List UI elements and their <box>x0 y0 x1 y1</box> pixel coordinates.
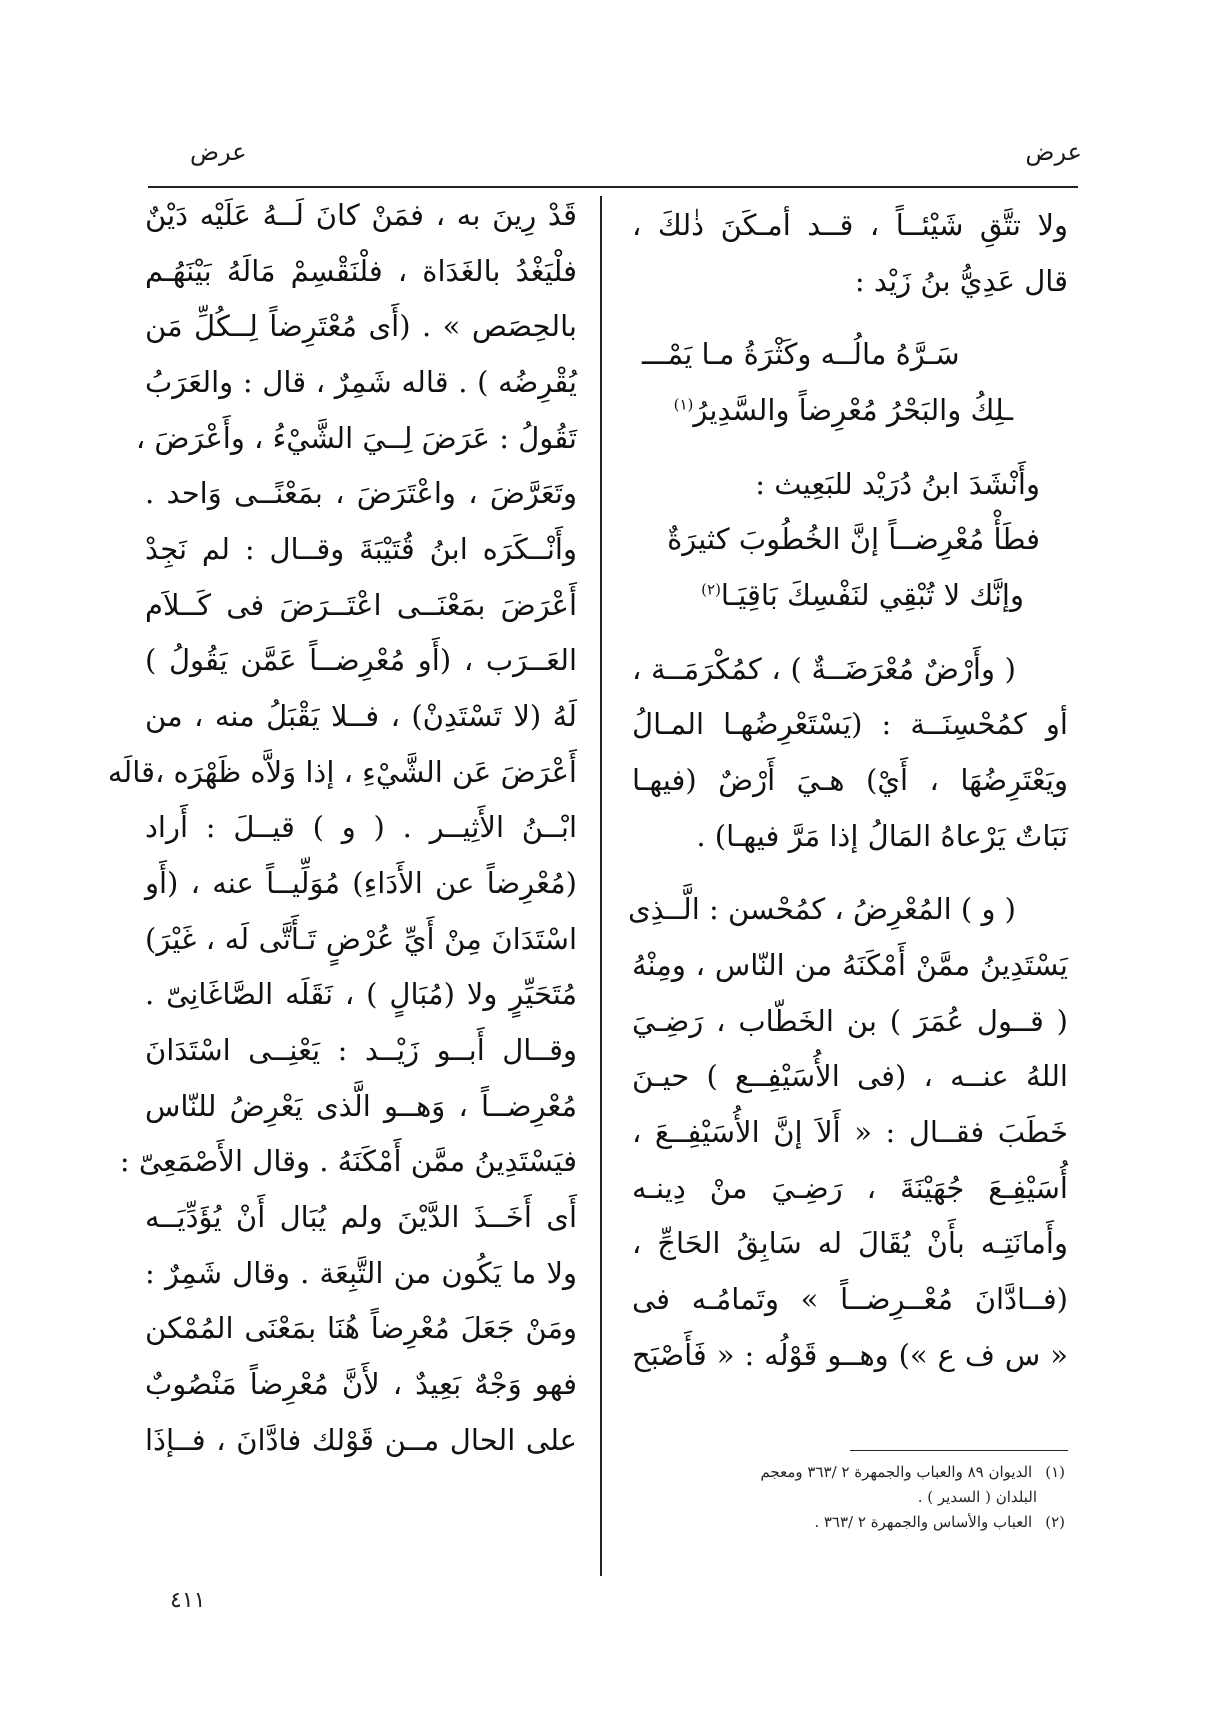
column-divider <box>600 196 602 1576</box>
text-line: وتَعَرَّضَ ، واعْتَرَضَ ، بمَعْنًــى وَاحد . <box>145 476 577 511</box>
text-line: العَــرَب ، (أَو مُعْرِضــاً عَمَّن يَقُولُ ) <box>145 643 577 678</box>
footnotes <box>640 1460 1065 1535</box>
poem-verse: سَـرَّهُ مالُــه وكَثْرَةُ مـا يَمْـــ <box>642 337 960 372</box>
text-line: اللهُ عنــه ، (فى الأُسَيْفِــع ) حيـنَ <box>632 1059 1068 1094</box>
poem-verse: فطَأْ مُعْرِضــاً إنَّ الخُطُوبَ كثيرَةٌ <box>667 522 1040 557</box>
text-line: ( قــول عُمَرَ ) بن الخَطّاب ، رَضِـيَ <box>632 1003 1068 1038</box>
text-line: لَهُ (لا تَسْتَدِنْ) ، فــلا يَقْبَلُ منه ، من <box>145 699 577 734</box>
text-line: وأَنْشَدَ ابنُ دُرَيْد للبَعِيث : <box>755 466 1040 501</box>
text-line: ولا ما يَكُون من التَّبِعَة . وقال شَمِرٌ : <box>145 1255 577 1290</box>
text-line: ابْــنُ الأَثِيــر . ( و ) قيــلَ : أَراد <box>145 810 577 845</box>
footnote-text: العباب والأساس والجمهرة ٢ /٣٦٣ . <box>814 1513 1033 1531</box>
text-line: خَطَبَ فقــال : « أَلاَ إنَّ الأُسَيْفِــعَ ، <box>632 1115 1068 1150</box>
text-line: ومَنْ جَعَلَ مُعْرِضاً هُنَا بمَعْنَى المُمْكن <box>145 1311 577 1346</box>
footnote <box>640 1510 1065 1535</box>
text-line: فلْيَغْدُ بالغَدَاة ، فلْنَقْسِمْ مَالَهُ بَيْنَهُـم <box>145 253 577 288</box>
text-line: على الحال مــن قَوْلك فادَّانَ ، فــإذَا <box>145 1422 577 1457</box>
footnote-text: البلدان ( السدير ) . <box>917 1488 1037 1506</box>
text-line: أَعْرَضَ بمَعْنَــى اعْتَــرَضَ فى كَــلاَم <box>145 587 577 622</box>
text-line: (مُعْرِضاً عن الأَدَاءِ) مُوَلِّيــاً عنه ، (أَو <box>145 866 577 901</box>
poem-verse: ـلِكُ والبَحْرُ مُعْرِضاً والسَّدِيرُ$^{(١)}$ <box>673 393 1013 428</box>
text-line: وقــال أَبــو زَيْــد : يَعْنِــى اسْتَدَانَ <box>145 1033 577 1068</box>
text-line: اسْتَدَانَ مِنْ أَيِّ عُرْضٍ تَـأَتَّى لَه ، غَيْرَ) <box>145 921 577 956</box>
footnote-marker: (٢) <box>701 580 721 599</box>
text-line: فيَسْتَدِينُ ممَّن أَمْكَنَهُ . وقال الأَصْمَعِىّ : <box>119 1144 577 1179</box>
text-line: ( و ) المُعْرِضُ ، كمُحْسن : الَّــذِى <box>627 892 1016 927</box>
text-line: فهو وَجْهٌ بَعِيدٌ ، لأَنَّ مُعْرِضاً مَنْصُوبٌ <box>145 1367 577 1402</box>
footnote-number: (١) <box>1045 1463 1065 1481</box>
text-line: نَبَاتٌ يَرْعاهُ المَالُ إذا مَرَّ فيهـا) . <box>696 818 1068 853</box>
footnote-rule <box>850 1450 1068 1451</box>
footnote <box>640 1460 1065 1510</box>
text-line: وأَنْــكَرَه ابنُ قُتَيْبَةَ وقــال : لم نَجِدْ <box>145 532 577 567</box>
text-line: بالحِصَص » . (أَى مُعْتَرِضاً لِــكُلِّ مَن <box>145 309 577 344</box>
text-line: أُسَيْفِـعَ جُهَيْنَةَ ، رَضِـيَ منْ دِينـه <box>632 1170 1068 1205</box>
text-line: أو كمُحْسِنَــة : (يَسْتَعْرِضُهـا المـالُ <box>632 707 1068 742</box>
text-line: « س ف ع ») وهــو قَوْلُه : « فَأَصْبَح <box>632 1337 1068 1372</box>
text-line: قال عَدِيُّ بنُ زَيْد : <box>854 263 1068 298</box>
poem-verse: وإنَّك لا تُبْقِي لنَفْسِكَ بَاقِيَـا$^{(٢)}$ <box>701 578 1024 613</box>
footnote-text: الديوان ٨٩ والعباب والجمهرة ٢ /٣٦٣ ومعجم <box>760 1463 1033 1481</box>
footnote-marker: (١) <box>673 395 694 414</box>
text-line: ولا تتَّقِ شَيْئــاً ، قــد أمـكَنَ ذٰلكَ ، <box>632 208 1068 242</box>
footnote-number: (٢) <box>1045 1513 1065 1531</box>
text-line: ( وأَرْضٌ مُعْرَضَــةٌ ) ، كمُكْرَمَــة ، <box>632 651 1016 686</box>
page-number: ٤١١ <box>170 1588 206 1613</box>
text-line: أَعْرَضَ عَن الشَّيْءِ ، إذا وَلاَّه ظَهْرَه ،قالَه <box>107 754 577 789</box>
text-line: (فــادَّانَ مُعْــرِضــاً » وتَمامُـه فى <box>632 1282 1068 1317</box>
text-line: مُتَحَيِّرٍ ولا (مُبَالٍ ) ، نَقَلَه الصَّاغَانِىّ . <box>145 977 577 1012</box>
right-column <box>627 198 1068 1383</box>
text-line: مُعْرِضــاً ، وَهــو الَّذى يَعْرِضُ للنّاس <box>145 1088 577 1123</box>
text-line: وأَمانَتِـه بأَنْ يُقَالَ له سَابِقُ الحَاجِّ ، <box>632 1226 1068 1261</box>
running-header-right: عرض <box>1025 138 1082 166</box>
text-line: أَى أَخَــذَ الدَّيْنَ ولم يُبَال أَنْ يُؤَدِّيَــه <box>145 1200 577 1235</box>
text-line: يَسْتَدِينُ ممَّنْ أَمْكَنَهُ من النّاس ، ومِنْهُ <box>632 948 1068 983</box>
text-line: يُقْرِضُه ) . قاله شَمِرٌ ، قال : والعَرَبُ <box>145 365 577 400</box>
text-line: ويَعْتَرِضُهَا ، أَيْ) هـيَ أَرْضٌ (فيهـا <box>632 763 1068 798</box>
running-header-left: عرض <box>190 138 247 166</box>
text-line: تَقُولُ : عَرَضَ لِــيَ الشَّيْءُ ، وأَعْرَضَ ، <box>135 420 577 455</box>
text-line: قَدْ رِينَ به ، فمَنْ كانَ لَــهُ عَلَيْه دَيْنٌ <box>145 198 577 232</box>
left-column <box>107 188 577 1468</box>
